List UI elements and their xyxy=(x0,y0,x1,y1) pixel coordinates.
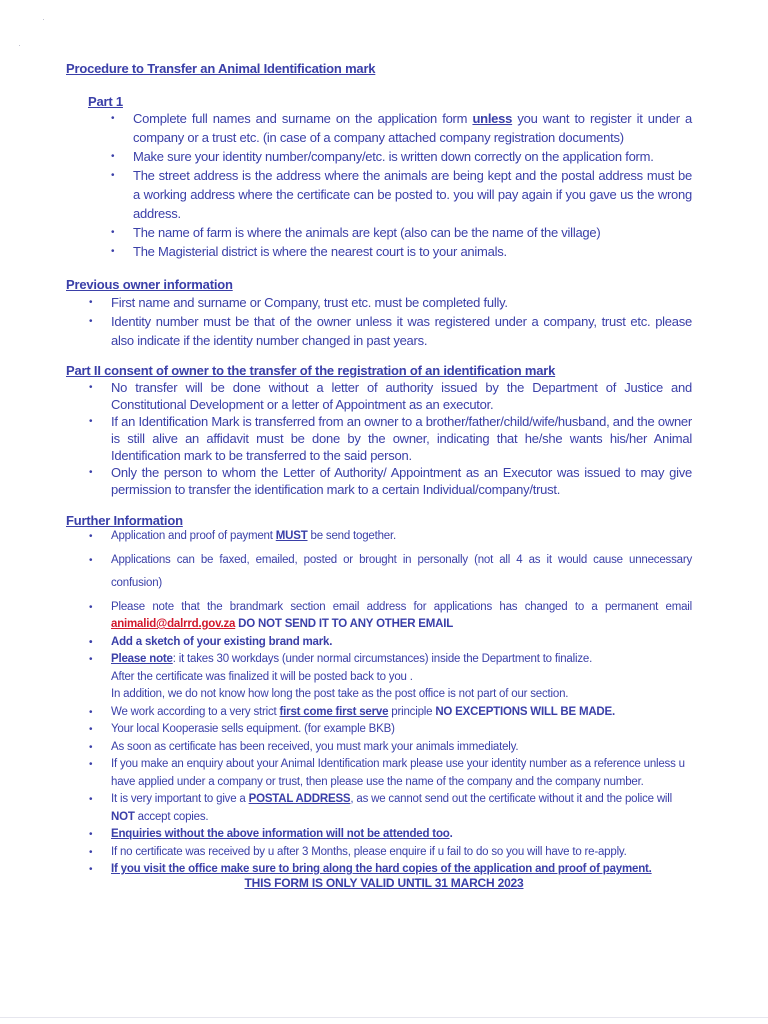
emphasis-text: Please note xyxy=(111,653,173,665)
scan-speck: · xyxy=(18,40,21,50)
part2-list xyxy=(89,379,692,498)
list-item: • Identity number must be that of the owner unless it was registered under a company, trust etc. please also indicate if the identity number changed in past years. xyxy=(89,314,692,348)
list-item: • The Magisterial district is where the nearest court is to your animals. xyxy=(111,244,507,259)
document-title: Procedure to Transfer an Animal Identification mark xyxy=(66,61,376,76)
part2-heading: Part II consent of owner to the transfer of the registration of an identification mark xyxy=(66,363,556,378)
bullet-icon: • xyxy=(89,297,93,308)
previous-owner-heading: Previous owner information xyxy=(66,277,233,292)
part1-list xyxy=(111,109,692,261)
bullet-icon: • xyxy=(89,316,93,327)
page-edge xyxy=(0,1017,768,1018)
list-item: • Applications can be faxed, emailed, posted or brought in personally (not all 4 as it would cause unnecessary confusion) xyxy=(111,549,692,595)
further-info-list xyxy=(89,528,692,879)
bullet-icon: • xyxy=(89,531,93,542)
bullet-icon: • xyxy=(89,846,93,858)
bullet-icon: • xyxy=(89,601,93,613)
list-item: • The name of farm is where the animals are kept (also can be the name of the village) xyxy=(111,225,601,240)
emphasis-text: first come first serve xyxy=(279,705,389,718)
bullet-icon: • xyxy=(89,554,93,566)
bullet-icon: • xyxy=(111,227,115,238)
emphasis-text: unless xyxy=(472,111,513,126)
list-item: • If you make an enquiry about your Animal Identification mark please use your identity number as a reference unless u have applied under a company or trust, then please use the name of the company and the company number. xyxy=(89,758,685,788)
list-item: • Only the person to whom the Letter of Authority/ Appointment as an Executor was issued to may give permission to transfer the identification mark to a certain Individual/company/trust. xyxy=(89,465,692,497)
scan-speck: · xyxy=(42,14,45,24)
further-info-heading: Further Information xyxy=(66,513,183,528)
list-item: • No transfer will be done without a letter of authority issued by the Department of Justice and Constitutional Development or a letter of Appointment as an executor. xyxy=(89,380,692,412)
email-link[interactable]: animalid@dalrrd.gov.za xyxy=(111,618,236,630)
bullet-icon: • xyxy=(111,246,115,257)
emphasis-text: POSTAL ADDRESS xyxy=(248,793,351,805)
bullet-icon: • xyxy=(89,654,93,665)
bullet-icon: • xyxy=(89,864,93,875)
list-item: • If no certificate was received by u after 3 Months, please enquire if u fail to do so you will have to re-apply. xyxy=(111,844,692,862)
list-item: • Complete full names and surname on the application form unless you want to register it under a company or a trust etc. (in case of a company attached company registration documents) xyxy=(111,111,692,145)
bullet-icon: • xyxy=(89,829,93,840)
bullet-icon: • xyxy=(111,170,115,181)
bullet-icon: • xyxy=(89,636,93,648)
validity-notice: THIS FORM IS ONLY VALID UNTIL 31 MARCH 2023 xyxy=(244,876,524,890)
list-item: • We work according to a very strict first come first serve principle NO EXCEPTIONS WILL BE MADE. xyxy=(111,704,692,722)
list-item: • Application and proof of payment MUST be send together. xyxy=(111,528,692,546)
bullet-icon: • xyxy=(111,151,115,162)
bullet-icon: • xyxy=(89,741,93,753)
list-item: • Make sure your identity number/company/etc. is written down correctly on the application form. xyxy=(111,149,654,164)
list-item: • Add a sketch of your existing brand mark. xyxy=(111,634,692,652)
bullet-icon: • xyxy=(89,467,93,478)
bullet-icon: • xyxy=(89,794,93,805)
bullet-icon: • xyxy=(89,416,93,427)
list-item: • Please note: it takes 30 workdays (under normal circumstances) inside the Department to finalize. After the certificate was finalized it will be posted back to you . In addition, we do not know how long the post take as the post office is not part of our section. xyxy=(89,653,593,700)
emphasis-text: If you visit the office make sure to bring along the hard copies of the application and proof of payment. xyxy=(111,863,652,875)
bullet-icon: • xyxy=(89,724,93,735)
list-item: • First name and surname or Company, trust etc. must be completed fully. xyxy=(89,295,508,310)
list-item: • Your local Kooperasie sells equipment. (for example BKB) xyxy=(111,721,692,739)
bullet-icon: • xyxy=(89,382,93,393)
bullet-icon: • xyxy=(89,759,93,770)
list-item: • The street address is the address where the animals are being kept and the postal address must be a working address where the certificate can be posted to. you will pay again if you gave us the wrong address. xyxy=(111,168,692,221)
emphasis-text: MUST xyxy=(275,530,308,542)
list-item: • As soon as certificate has been received, you must mark your animals immediately. xyxy=(111,739,692,757)
list-item: • Please note that the brandmark section email address for applications has changed to a permanent email animalid@dalrrd.gov.za DO NOT SEND IT TO ANY OTHER EMAIL xyxy=(89,600,692,630)
previous-owner-list xyxy=(89,293,692,350)
part1-heading: Part 1 xyxy=(88,94,123,109)
bullet-icon: • xyxy=(89,706,93,718)
bullet-icon: • xyxy=(111,113,115,124)
emphasis-text: Enquiries without the above information will not be attended too xyxy=(111,828,450,840)
list-item: • Enquiries without the above information will not be attended too. xyxy=(111,826,692,844)
list-item: • It is very important to give a POSTAL ADDRESS, as we cannot send out the certificate without it and the police will NOT accept copies. xyxy=(89,793,672,823)
list-item: • If an Identification Mark is transferred from an owner to a brother/father/child/wife/husband, and the owner is still alive an affidavit must be done by the owner, indicating that he/she wants his/her Animal Identification mark to be transferred to the said person. xyxy=(89,414,692,463)
